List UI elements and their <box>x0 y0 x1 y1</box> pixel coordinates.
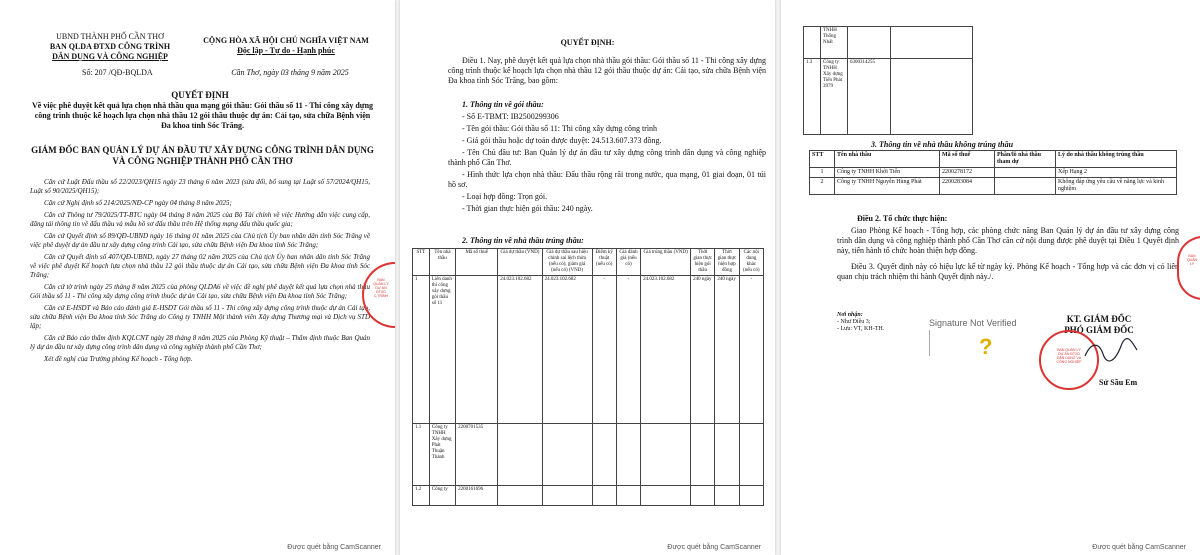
legal-basis: Căn cứ Luật Đấu thầu số 22/2023/QH15 ngày 23 tháng 6 năm 2023 (sửa đổi, bổ sung tại Luật số 57/2024/QH15, Luật số 90/2025/QH15); <box>30 178 370 195</box>
article-1: Điều 1. Nay, phê duyệt kết quả lựa chọn nhà thầu gói thầu: Gói thầu số 11 - Thi công xây dựng công trình thuộc kế hoạch lựa chọn nhà thầu 12 gói thầu thuộc dự án: Cải tạo, sửa chữa Bệnh viện Đa khoa tỉnh Sóc Trăng, bao gồm: <box>448 56 766 85</box>
cell-bid <box>498 486 542 506</box>
info-line: - Giá gói thầu hoặc dự toán được duyệt: 24.513.607.373 đồng. <box>462 136 662 145</box>
cell-duration <box>691 486 715 506</box>
agency-line-2: BAN QLDA ĐTXD CÔNG TRÌNH <box>49 42 171 51</box>
scanner-footer: Được quét bằng CamScanner <box>287 544 381 551</box>
table-row <box>804 59 973 135</box>
section-3-title: 3. Thông tin về nhà thầu không trúng thầu <box>871 140 1014 149</box>
nation-name: CỘNG HÒA XÃ HỘI CHỦ NGHĨA VIỆT NAM <box>203 36 369 45</box>
cell-reason: Xếp Hạng 2 <box>1056 168 1177 178</box>
cell-tax: 2200161696 <box>456 486 498 506</box>
section-2-title: 2. Thông tin về nhà thầu trúng thầu: <box>462 236 584 245</box>
cell-winning-price <box>641 424 691 486</box>
cell-adjusted: 24.023.102.682 <box>542 276 592 424</box>
column-header: Mã số thuế <box>456 249 498 276</box>
article-2-title: Điều 2. Tổ chức thực hiện: <box>857 214 948 223</box>
legal-basis: Xét đề nghị của Trưởng phòng Kế hoạch - Tổng hợp. <box>44 355 193 363</box>
cell-name: Công ty TNHH Xây dựng Tiến Phát 3979 <box>821 59 848 135</box>
cell-name: Công ty TNHH Khởi Tiến <box>835 168 940 178</box>
recipient-line: - Lưu: VT, KH-TH. <box>837 326 885 332</box>
nation-header <box>186 36 386 56</box>
info-line: - Thời gian thực hiện gói thầu: 240 ngày. <box>462 204 593 213</box>
column-header: STT <box>810 151 835 168</box>
cell-tax: 6300314255 <box>848 59 891 135</box>
column-header: Giá đánh giá (nếu có) <box>616 249 640 276</box>
issuer-title: GIÁM ĐỐC BAN QUẢN LÝ DỰ ÁN ĐẦU TƯ XÂY DỰNG CÔNG TRÌNH DÂN DỤNG VÀ CÔNG NGHIỆP THÀNH PHỐ CẦN THƠ <box>31 145 374 166</box>
cell-lot <box>995 168 1056 178</box>
cell-duration: 240 ngày <box>691 276 715 424</box>
cell-duration <box>691 424 715 486</box>
cell-stt: 1 <box>413 276 430 424</box>
legal-basis: Căn cứ tờ trình ngày 25 tháng 8 năm 2025 của phòng QLDA6 về việc đề nghị phê duyệt kết quả lựa chọn nhà thầu Gói thầu số 11 - Thi công xây dựng công trình thuộc dự án Cải tạo, sửa chữa Bệnh viện Đa khoa tỉnh Sóc Trăng; <box>30 283 370 300</box>
table-row <box>413 424 764 486</box>
info-line: - Tên Chủ đầu tư: Ban Quản lý dự án đầu tư xây dựng công trình dân dụng và công nghiệp thành phố Cần Thơ. <box>448 148 766 167</box>
red-seal-stamp-edge: BAN QUẢN LÝ <box>1177 236 1200 300</box>
cell-contract-duration <box>715 424 739 486</box>
cell-stt: 1.1 <box>413 424 430 486</box>
agency-line-3: DÂN DỤNG VÀ CÔNG NGHIỆP <box>52 52 168 61</box>
sign-title-line-2: PHÓ GIÁM ĐỐC <box>1064 325 1134 335</box>
cell-score: - <box>592 276 616 424</box>
cell-eval <box>616 424 640 486</box>
column-header: Tên nhà thầu <box>835 151 940 168</box>
recipient-line: - Như Điều 3; <box>837 319 871 325</box>
column-header: Điểm kỹ thuật (nếu có) <box>592 249 616 276</box>
continued-winner-table <box>803 26 973 135</box>
package-info <box>448 112 766 214</box>
column-header: Giá dự thầu (VND) <box>498 249 542 276</box>
article-3-body: Điều 3. Quyết định này có hiệu lực kể từ ngày ký. Phòng Kế hoạch - Tổng hợp và các đơn vị có liên quan chịu trách nhiệm thi hành Quyết định này./. <box>837 262 1179 281</box>
decision-heading: QUYẾT ĐỊNH: <box>560 38 615 47</box>
info-line: - Số E-TBMT: IB2500299306 <box>462 112 559 121</box>
cell-bid <box>498 424 542 486</box>
legal-basis: Căn cứ Quyết định số 89/QĐ-UBND ngày 16 tháng 01 năm 2025 của Chủ tịch Ủy ban nhân dân tỉnh Sóc Trăng về việc phê duyệt dự án đầu tư xây dựng công trình Cải tạo, sửa chữa Bệnh viện Đa khoa tỉnh Sóc Trăng; <box>30 232 370 249</box>
document-date: Cần Thơ, ngày 03 tháng 9 năm 2025 <box>231 68 349 77</box>
legal-basis: Căn cứ Thông tư 79/2025/TT-BTC ngày 04 tháng 8 năm 2025 của Bộ Tài chính về việc Hướng dẫn việc cung cấp, đăng tải thông tin về đấu thầu và mẫu hồ sơ đấu thầu trên Hệ thống mạng đấu thầu quốc gia; <box>30 211 370 228</box>
loser-table-header <box>810 151 1177 168</box>
cell-score <box>592 424 616 486</box>
document-page-2 <box>400 0 775 555</box>
info-line: - Loại hợp đồng: Trọn gói. <box>462 192 548 201</box>
column-header: Lý do nhà thầu không trúng thầu <box>1056 151 1177 168</box>
cell-tax <box>848 27 891 59</box>
cell-other <box>739 424 763 486</box>
red-seal-stamp: BAN QUẢN LÝ DỰ ÁN ĐTXD C.TRÌNH <box>362 262 395 328</box>
cell-stt: 1 <box>810 168 835 178</box>
cell-tax <box>456 276 498 424</box>
handwritten-signature-icon <box>1081 336 1141 366</box>
table-row <box>413 276 764 424</box>
table-row <box>804 27 973 59</box>
cell-tax: 2200283084 <box>940 178 995 195</box>
cell-score <box>592 486 616 506</box>
info-line: - Tên gói thầu: Gói thầu số 11: Thi công xây dựng công trình <box>462 124 658 133</box>
signing-title <box>1029 314 1169 336</box>
document-page-3 <box>781 0 1200 555</box>
agency-header <box>40 32 180 62</box>
scanner-footer: Được quét bằng CamScanner <box>667 544 761 551</box>
cell-stt: 1.3 <box>804 59 821 135</box>
cell-adjusted <box>542 486 592 506</box>
cell-winning-price <box>641 486 691 506</box>
cell-tax: 2200278172 <box>940 168 995 178</box>
signature-status: Signature Not Verified <box>929 318 1017 328</box>
column-header: STT <box>413 249 430 276</box>
scanner-footer: Được quét bằng CamScanner <box>1092 544 1186 551</box>
cell-other: - <box>739 276 763 424</box>
column-header: Tên nhà thầu <box>429 249 455 276</box>
cell-stt <box>804 27 821 59</box>
cell-bid: 24.023.102.682 <box>498 276 542 424</box>
column-header: Giá dự thầu sau hiệu chỉnh sai lệch thừa (nếu có), giảm giá (nếu có) (VND) <box>542 249 592 276</box>
agency-line-1: UBND THÀNH PHỐ CẦN THƠ <box>56 32 164 41</box>
legal-basis: Căn cứ Nghị định số 214/2025/NĐ-CP ngày 04 tháng 8 năm 2025; <box>44 199 232 207</box>
document-subject: Về việc phê duyệt kết quả lựa chọn nhà thầu qua mạng gói thầu: Gói thầu số 11 - Thi công xây dựng công trình thuộc kế hoạch lựa chọn nhà thầu 12 gói thầu thuộc dự án: Cải tạo, sửa chữa Bệnh viện Đa khoa tỉnh Sóc Trăng. <box>31 101 374 130</box>
column-header: Mã số thuế <box>940 151 995 168</box>
cell-contract-duration: 240 ngày <box>715 276 739 424</box>
loser-table <box>809 150 1177 195</box>
table-row <box>810 168 1177 178</box>
column-header: Giá trúng thầu (VND) <box>641 249 691 276</box>
legal-basis: Căn cứ Quyết định số 407/QĐ-UBND, ngày 27 tháng 02 năm 2025 của Chủ tịch Ủy ban nhân dân tỉnh Sóc Trăng về việc phê duyệt Kế hoạch lựa chọn nhà thầu 12 gói thầu thuộc dự án Cải tạo, sửa chữa Bệnh viện Đa khoa tỉnh Sóc Trăng; <box>30 253 370 279</box>
column-header: Các nội dung khác (nếu có) <box>739 249 763 276</box>
recipients-title: Nơi nhận: <box>837 312 863 318</box>
cell-stt: 1.2 <box>413 486 430 506</box>
cell-contract-duration <box>715 486 739 506</box>
article-2-body: Giao Phòng Kế hoạch - Tổng hợp, các phòng chức năng Ban Quản lý dự án đầu tư xây dựng công trình dân dụng và công nghiệp thành phố Cần Thơ căn cứ nội dung được phê duyệt tại Điều 1 Quyết định này, tiến hành tổ chức hoàn thiện hợp đồng. <box>837 226 1179 255</box>
cell-eval <box>616 486 640 506</box>
table-row <box>810 178 1177 195</box>
cell-name: Công ty TNHH Xây dựng Phát Thuận Thành <box>429 424 455 486</box>
info-line: - Hình thức lựa chọn nhà thầu: Đấu thầu rộng rãi trong nước, qua mạng, 01 giai đoạn, 01 túi hồ sơ. <box>448 170 766 189</box>
empty-cell <box>891 59 973 135</box>
unverified-question-icon: ? <box>979 334 993 359</box>
winner-table-header <box>413 249 764 276</box>
column-header: Thời gian thực hiện hợp đồng <box>715 249 739 276</box>
cell-eval: - <box>616 276 640 424</box>
column-header: Thời gian thực hiện gói thầu <box>691 249 715 276</box>
cell-stt: 2 <box>810 178 835 195</box>
cell-winning-price: 24.023.102.682 <box>641 276 691 424</box>
cell-tax: 2200701535 <box>456 424 498 486</box>
cell-adjusted <box>542 424 592 486</box>
nation-motto: Độc lập - Tự do - Hạnh phúc <box>237 46 335 55</box>
cell-other <box>739 486 763 506</box>
document-page-1 <box>0 0 395 555</box>
legal-basis: Căn cứ E-HSDT và Báo cáo đánh giá E-HSDT Gói thầu số 11 - Thi công xây dựng công trình thuộc dự án Cải tạo, sửa chữa Bệnh viện Đa khoa tỉnh Sóc Trăng do Công ty TNHH Một thành viên Xây dựng Thương mại và Dịch vụ STD lập; <box>30 304 370 330</box>
cell-name: Liên danh thi công xây dựng gói thầu số 11 <box>429 276 455 424</box>
cell-name: TNHH Thống Nhất <box>821 27 848 59</box>
column-header: Phần/lô nhà thầu tham dự <box>995 151 1056 168</box>
sign-title-line-1: KT. GIÁM ĐỐC <box>1066 314 1132 324</box>
table-row <box>413 486 764 506</box>
signer-name: Sử Sầu Em <box>1099 378 1138 387</box>
document-title: QUYẾT ĐỊNH <box>171 90 229 100</box>
cell-reason: Không đáp ứng yêu cầu về năng lực và kinh nghiệm <box>1056 178 1177 195</box>
winner-table <box>412 248 764 506</box>
legal-basis: Căn cứ Báo cáo thẩm định KQLCNT ngày 28 tháng 8 năm 2025 của Phòng Kỹ thuật – Thẩm định thuộc Ban Quản lý dự án đầu tư xây dựng công trình dân dụng và công nghiệp thành phố Cần Thơ; <box>30 334 370 351</box>
cell-name: Công ty TNHH Nguyễn Hùng Phát <box>835 178 940 195</box>
empty-cell <box>891 27 973 59</box>
document-number: Số: 207 /QĐ-BQLDA <box>82 68 153 77</box>
red-seal-stamp: BAN QUẢN LÝ DỰ ÁN ĐTXD DÂN DỤNG VÀ CÔNG NGHIỆP <box>1039 330 1099 390</box>
section-1-title: 1. Thông tin về gói thầu: <box>462 100 544 109</box>
cell-name: Công ty <box>429 486 455 506</box>
recipients-block <box>837 312 907 333</box>
cell-lot <box>995 178 1056 195</box>
legal-bases <box>30 178 370 364</box>
